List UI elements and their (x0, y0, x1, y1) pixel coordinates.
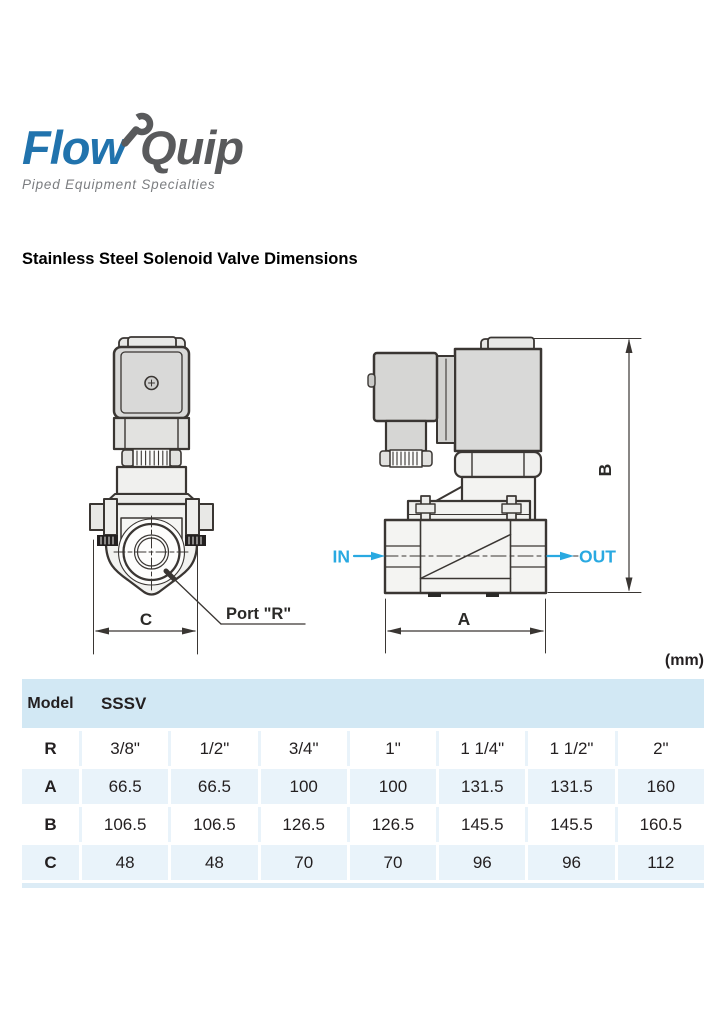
in-label: IN (332, 546, 350, 567)
table-cell: 2" (618, 731, 704, 766)
table-cell: 48 (82, 845, 168, 880)
table-row (22, 731, 704, 766)
table-header-row (22, 679, 704, 728)
dim-b-label: B (595, 463, 615, 477)
brand-word-flow: Flow (22, 121, 126, 174)
valve-drawings (0, 320, 724, 660)
table-cell: 48 (171, 845, 257, 880)
coil-side (455, 349, 541, 451)
table-cell: 1" (350, 731, 436, 766)
page-title: Stainless Steel Solenoid Valve Dimensions (22, 250, 358, 268)
table-cell: 100 (350, 769, 436, 804)
table-row (22, 769, 704, 804)
valve-drawings-svg (0, 320, 724, 660)
table-cell: 160.5 (618, 807, 704, 842)
flow-in (333, 547, 386, 567)
table-bottom-strip (22, 883, 704, 888)
dim-c-label: C (139, 610, 153, 629)
row-label: C (22, 845, 79, 880)
table-cell: 66.5 (171, 769, 257, 804)
brand-wordmark (22, 121, 244, 174)
table-cell: 3/8" (82, 731, 168, 766)
out-arrow-icon (560, 552, 574, 560)
table-cell: 160 (618, 769, 704, 804)
model-value: SSSV (100, 693, 147, 713)
dimensions-table (22, 679, 704, 888)
table-cell: 106.5 (82, 807, 168, 842)
brand-tagline: Piped Equipment Specialties (22, 177, 216, 192)
table-cell: 1 1/2" (528, 731, 614, 766)
table-cell: 70 (261, 845, 347, 880)
table-cell: 1 1/4" (439, 731, 525, 766)
side-view-drawing (333, 338, 642, 654)
table-cell: 96 (439, 845, 525, 880)
table-cell: 145.5 (528, 807, 614, 842)
table-cell: 131.5 (439, 769, 525, 804)
dimension-a (386, 599, 546, 653)
wrench-icon (117, 108, 155, 155)
table-cell: 96 (528, 845, 614, 880)
table-row (22, 845, 704, 880)
din-connector (374, 353, 437, 421)
brand-word-quip: Quip (140, 121, 244, 174)
port-callout (166, 571, 305, 624)
in-arrow-icon (371, 552, 385, 560)
out-label: OUT (579, 546, 616, 567)
row-label: A (22, 769, 79, 804)
brand-logo (22, 121, 244, 192)
table-cell: 126.5 (350, 807, 436, 842)
units-note: (mm) (664, 652, 704, 669)
table-row (22, 807, 704, 842)
table-cell: 3/4" (261, 731, 347, 766)
flow-out (548, 547, 617, 567)
table-cell: 126.5 (261, 807, 347, 842)
dim-a-label: A (457, 609, 471, 629)
table-cell: 106.5 (171, 807, 257, 842)
table-cell: 66.5 (82, 769, 168, 804)
model-label: Model (27, 694, 74, 712)
port-label: Port "R" (226, 605, 292, 623)
table-cell: 131.5 (528, 769, 614, 804)
front-view-drawing (90, 337, 305, 654)
table-cell: 145.5 (439, 807, 525, 842)
row-label: B (22, 807, 79, 842)
table-cell: 112 (618, 845, 704, 880)
table-cell: 1/2" (171, 731, 257, 766)
table-cell: 70 (350, 845, 436, 880)
row-label: R (22, 731, 79, 766)
table-cell: 100 (261, 769, 347, 804)
